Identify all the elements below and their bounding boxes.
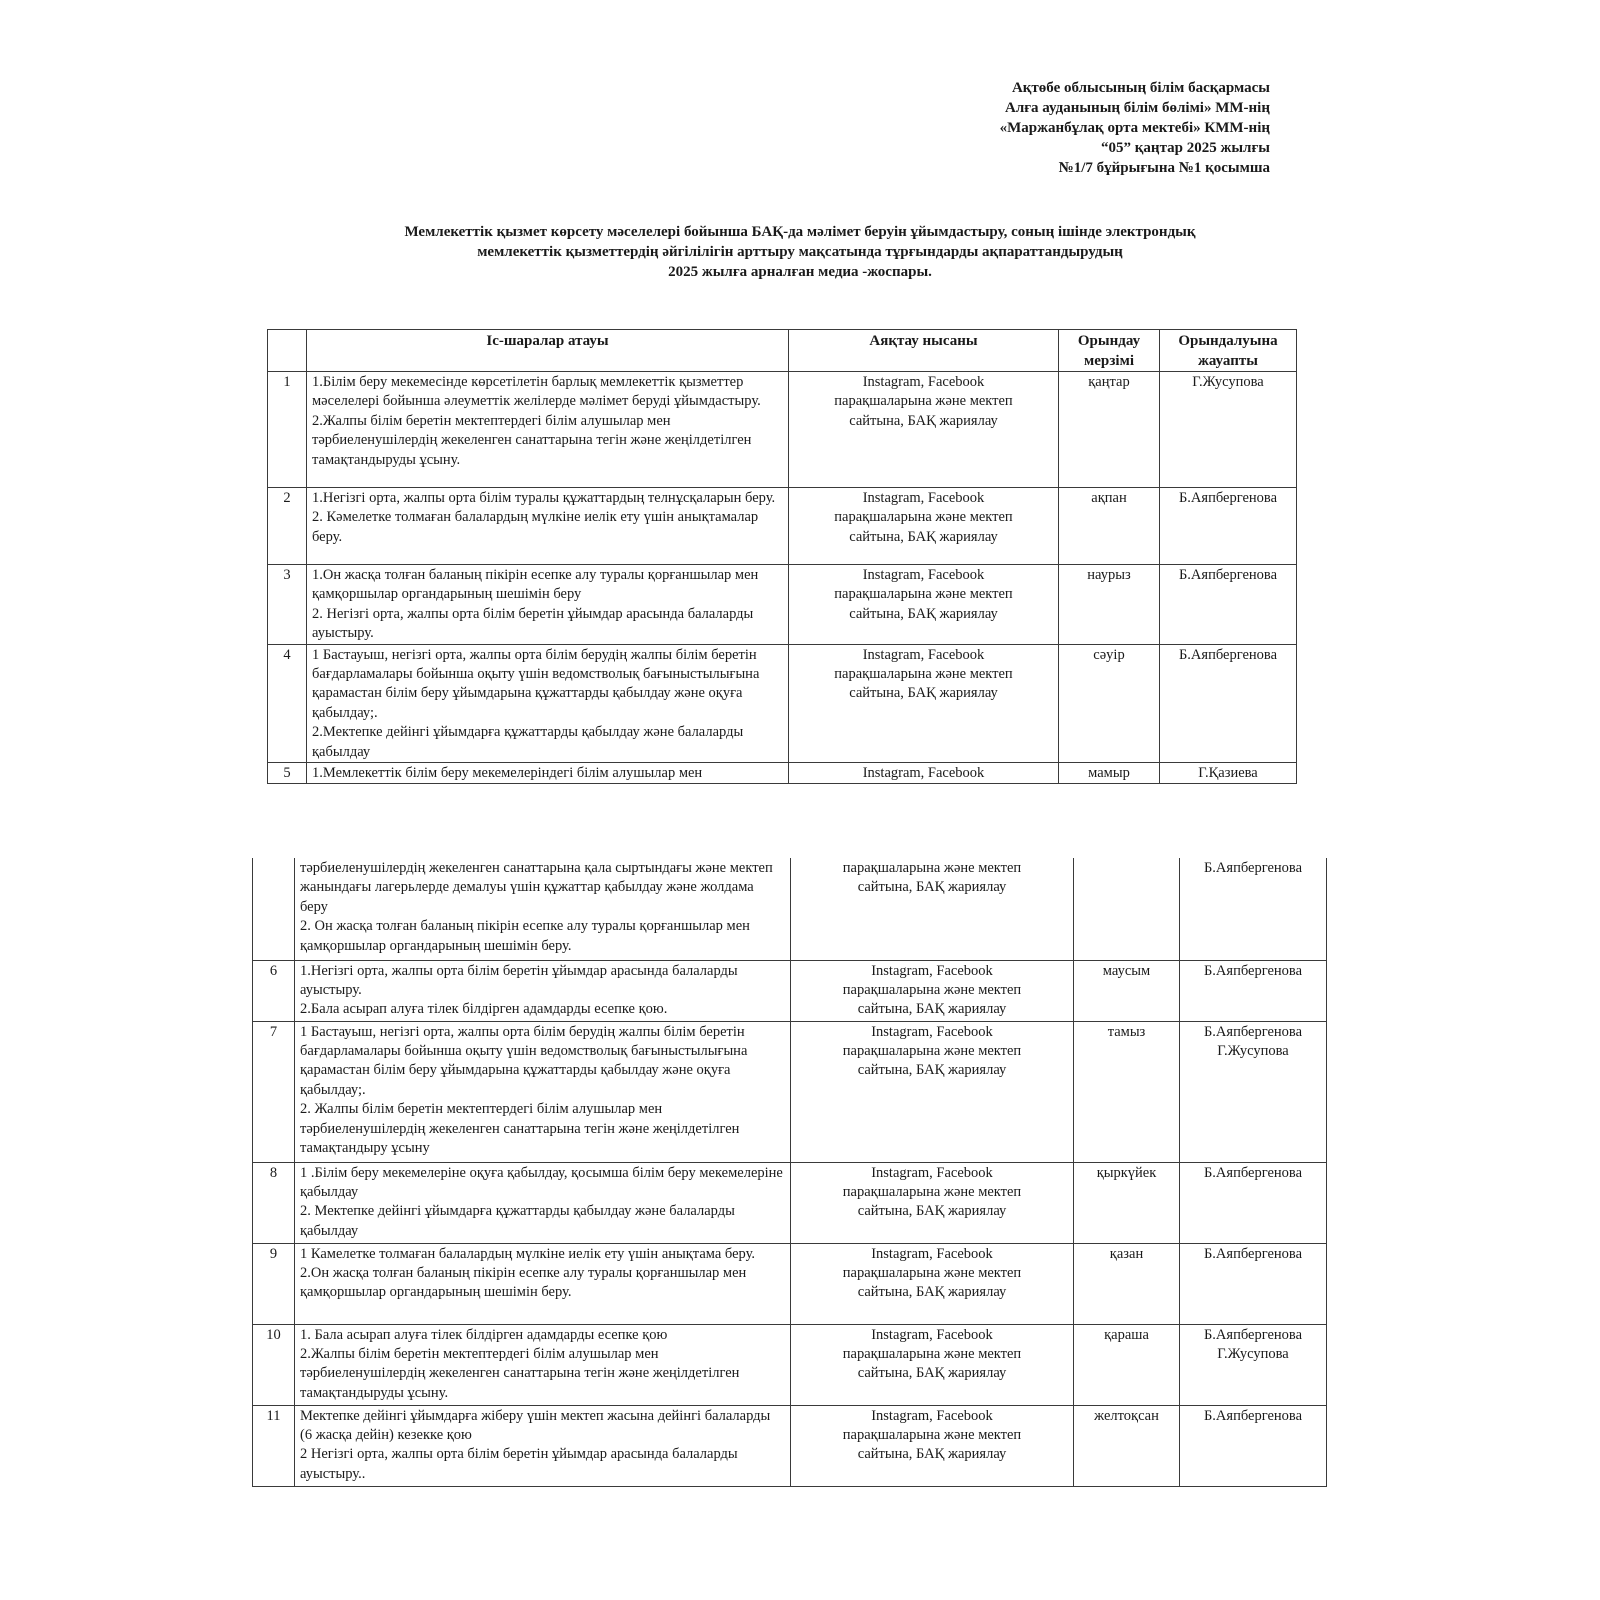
- header-line: Ақтөбе облысының білім басқармасы: [1011, 80, 1270, 96]
- table-row: [253, 960, 1327, 1021]
- row-form: Instagram, Facebook парақшаларына және мектеп сайтына, БАҚ жариялау: [789, 488, 1059, 565]
- row-event: 1.Негізгі орта, жалпы орта білім беретін ұйымдар арасында балаларды ауыстыру. 2.Бала асырап алуға тілек білдірген адамдарды есепке қою.: [295, 960, 791, 1021]
- row-form: Instagram, Facebook парақшаларына және мектеп сайтына, БАҚ жариялау: [789, 372, 1059, 488]
- table-body-page2: [253, 858, 1327, 1486]
- row-event: Мектепке дейінгі ұйымдарға жіберу үшін мектеп жасына дейінгі балаларды (6 жасқа дейін) кезекке қою 2 Негізгі орта, жалпы орта білім беретін ұйымдар арасында балаларды ауыстыру..: [295, 1405, 791, 1486]
- row-form: Instagram, Facebook парақшаларына және мектеп сайтына, БАҚ жариялау: [791, 1243, 1074, 1324]
- row-form: Instagram, Facebook: [789, 763, 1059, 784]
- row-responsible: Б.Аяпбергенова Г.Жусупова: [1180, 1021, 1327, 1162]
- col-header-event: Іс-шаралар атауы: [307, 330, 789, 372]
- row-term: мамыр: [1059, 763, 1160, 784]
- row-event: 1.Білім беру мекемесінде көрсетілетін барлық мемлекеттік қызметтер мәселелері бойынша әлеуметтік желілерде мәлімет беруді ұйымдастыру. 2.Жалпы білім беретін мектептердегі білім алушылар мен тәрбиеленушілердің жекеленген санаттарына тегін және жеңілдетілген тамақтандыруды ұсыну.: [307, 372, 789, 488]
- row-term: қазан: [1074, 1243, 1180, 1324]
- row-responsible: Б.Аяпбергенова: [1180, 1162, 1327, 1243]
- row-responsible: Б.Аяпбергенова: [1180, 1405, 1327, 1486]
- table-row: [253, 1405, 1327, 1486]
- row-term: қараша: [1074, 1324, 1180, 1405]
- row-number: 11: [253, 1405, 295, 1486]
- table-body-page1: [268, 372, 1297, 784]
- row-event: 1. Бала асырап алуға тілек білдірген адамдарды есепке қою 2.Жалпы білім беретін мектептердегі білім алушылар мен тәрбиеленушілердің жекеленген санаттарына тегін және жеңілдетілген тамақтандыруды ұсыну.: [295, 1324, 791, 1405]
- row-responsible: Б.Аяпбергенова Г.Жусупова: [1180, 1324, 1327, 1405]
- row-form: Instagram, Facebook парақшаларына және мектеп сайтына, БАҚ жариялау: [791, 960, 1074, 1021]
- row-term: маусым: [1074, 960, 1180, 1021]
- row-number: 8: [253, 1162, 295, 1243]
- row-responsible: Г.Қазиева: [1160, 763, 1297, 784]
- media-plan-table-page1: [267, 329, 1297, 784]
- title-line: 2025 жылға арналған медиа -жоспары.: [668, 264, 932, 280]
- row-number: 5: [268, 763, 307, 784]
- table-row: [253, 1162, 1327, 1243]
- table-row: [253, 1021, 1327, 1162]
- row-number: 4: [268, 644, 307, 762]
- table-row: [268, 644, 1297, 762]
- table-row: [268, 763, 1297, 784]
- row-number: 10: [253, 1324, 295, 1405]
- table-row: [253, 1324, 1327, 1405]
- col-header-number: [268, 330, 307, 372]
- row-term: сәуір: [1059, 644, 1160, 762]
- row-responsible: Б.Аяпбергенова: [1160, 488, 1297, 565]
- table-header-row: [268, 330, 1297, 372]
- row-term: [1074, 858, 1180, 960]
- table-row: [253, 1243, 1327, 1324]
- row-number: 9: [253, 1243, 295, 1324]
- row-number: 2: [268, 488, 307, 565]
- table-row: [268, 565, 1297, 645]
- row-responsible: Б.Аяпбергенова: [1160, 565, 1297, 645]
- row-term: наурыз: [1059, 565, 1160, 645]
- row-number: 3: [268, 565, 307, 645]
- col-header-term: Орындау мерзімі: [1059, 330, 1160, 372]
- row-term: қыркүйек: [1074, 1162, 1180, 1243]
- header-line: №1/7 бұйрығына №1 қосымша: [1058, 160, 1270, 176]
- media-plan-table-page2: [252, 858, 1327, 1487]
- row-responsible: Б.Аяпбергенова: [1160, 644, 1297, 762]
- title-line: Мемлекеттік қызмет көрсету мәселелері бойынша БАҚ-да мәлімет беруін ұйымдастыру, соның ішінде электрондық: [404, 224, 1196, 240]
- header-line: Алға ауданының білім бөлімі» ММ-нің: [1005, 100, 1270, 116]
- row-event: тәрбиеленушілердің жекеленген санаттарына қала сыртындағы және мектеп жанындағы лагерьлерде демалуы үшін құжаттар қабылдау және жолдама беру 2. Он жасқа толған баланың пікірін есепке алу туралы қорғаншылар мен қамқоршылар органдарының шешімін беру.: [295, 858, 791, 960]
- row-event: 1 Бастауыш, негізгі орта, жалпы орта білім берудің жалпы білім беретін бағдарламалары бойынша оқыту үшін ведомстволық бағыныстылығына қарамастан білім беру ұйымдарына құжаттарды қабылдау және оқуға қабылдау;. 2.Мектепке дейінгі ұйымдарға құжаттарды қабылдау және балаларды қабылдау: [307, 644, 789, 762]
- row-event: 1 Камелетке толмаған балалардың мүлкіне иелік ету үшін анықтама беру. 2.Он жасқа толған баланың пікірін есепке алу туралы қорғаншылар мен қамқоршылар органдарының шешімін беру.: [295, 1243, 791, 1324]
- header-line: “05” қаңтар 2025 жылғы: [1101, 140, 1270, 156]
- row-form: Instagram, Facebook парақшаларына және мектеп сайтына, БАҚ жариялау: [791, 1021, 1074, 1162]
- row-term: ақпан: [1059, 488, 1160, 565]
- col-header-responsible: Орындалуына жауапты: [1160, 330, 1297, 372]
- row-form: Instagram, Facebook парақшаларына және мектеп сайтына, БАҚ жариялау: [789, 565, 1059, 645]
- row-event: 1.Он жасқа толған баланың пікірін есепке алу туралы қорғаншылар мен қамқоршылар органдарының шешімін беру 2. Негізгі орта, жалпы орта білім беретін ұйымдар арасында балаларды ауыстыру.: [307, 565, 789, 645]
- row-form: парақшаларына және мектеп сайтына, БАҚ жариялау: [791, 858, 1074, 960]
- table-row: [268, 372, 1297, 488]
- table-row: [253, 858, 1327, 960]
- row-event: 1 .Білім беру мекемелеріне оқуға қабылдау, қосымша білім беру мекемелеріне қабылдау 2. Мектепке дейінгі ұйымдарға құжаттарды қабылдау және балаларды қабылдау: [295, 1162, 791, 1243]
- row-number: 6: [253, 960, 295, 1021]
- row-number: 7: [253, 1021, 295, 1162]
- row-event: 1.Негізгі орта, жалпы орта білім туралы құжаттардың телнұсқаларын беру. 2. Кәмелетке толмаған балалардың мүлкіне иелік ету үшін анықтамалар беру.: [307, 488, 789, 565]
- row-form: Instagram, Facebook парақшаларына және мектеп сайтына, БАҚ жариялау: [791, 1162, 1074, 1243]
- row-form: Instagram, Facebook парақшаларына және мектеп сайтына, БАҚ жариялау: [791, 1324, 1074, 1405]
- row-responsible: Г.Жусупова: [1160, 372, 1297, 488]
- row-form: Instagram, Facebook парақшаларына және мектеп сайтына, БАҚ жариялау: [789, 644, 1059, 762]
- title-line: мемлекеттік қызметтердің әйгілілігін арттыру мақсатында тұрғындарды ақпараттандырудың: [477, 244, 1123, 260]
- row-event: 1.Мемлекеттік білім беру мекемелеріндегі білім алушылар мен: [307, 763, 789, 784]
- row-responsible: Б.Аяпбергенова: [1180, 960, 1327, 1021]
- row-term: тамыз: [1074, 1021, 1180, 1162]
- row-event: 1 Бастауыш, негізгі орта, жалпы орта білім берудің жалпы білім беретін бағдарламалары бойынша оқыту үшін ведомстволық бағыныстылығына қарамастан білім беру ұйымдарына құжаттарды қабылдау және оқуға қабылдау;. 2. Жалпы білім беретін мектептердегі білім алушылар мен тәрбиеленушілердің жекеленген санаттарына тегін және жеңілдетілген тамақтандыру ұсыну: [295, 1021, 791, 1162]
- col-header-form: Аяқтау нысаны: [789, 330, 1059, 372]
- row-number: [253, 858, 295, 960]
- document-title: [250, 222, 1350, 282]
- document-header: [1000, 78, 1270, 178]
- row-responsible: Б.Аяпбергенова: [1180, 858, 1327, 960]
- row-number: 1: [268, 372, 307, 488]
- row-form: Instagram, Facebook парақшаларына және мектеп сайтына, БАҚ жариялау: [791, 1405, 1074, 1486]
- header-line: «Маржанбұлақ орта мектебі» КММ-нің: [999, 120, 1270, 136]
- table-row: [268, 488, 1297, 565]
- row-responsible: Б.Аяпбергенова: [1180, 1243, 1327, 1324]
- row-term: желтоқсан: [1074, 1405, 1180, 1486]
- row-term: қаңтар: [1059, 372, 1160, 488]
